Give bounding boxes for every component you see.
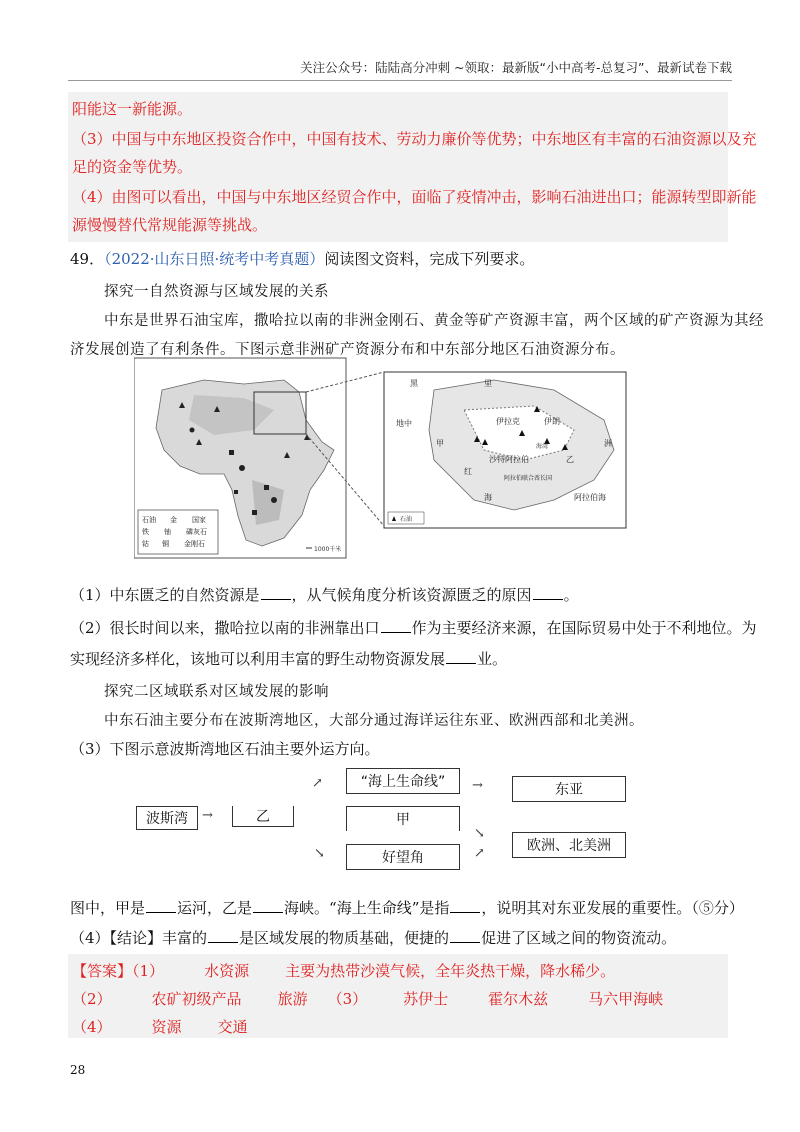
answer-blank: [533, 587, 563, 600]
label-black-sea: 黑: [410, 379, 418, 388]
label-iraq: 伊拉克: [496, 417, 520, 426]
answer-value: 旅游: [277, 990, 308, 1008]
answer-blank: [446, 651, 476, 664]
answer-line: （3）中国与中东地区投资合作中，中国有技术、劳动力廉价等优势；中东地区有丰富的石油资源以及充: [72, 130, 757, 148]
explore1-title: 探究一自然资源与区域发展的关系: [104, 284, 329, 300]
label-iran: 伊朗: [544, 417, 560, 426]
flow-arrow: →: [202, 808, 213, 823]
answer-blank: [208, 930, 238, 943]
previous-answer-block: [68, 92, 757, 242]
answer-blank: [450, 930, 480, 943]
question-2-line1: [70, 617, 757, 638]
inset-legend-oil: 石油: [400, 516, 413, 523]
q2-text: 业。: [477, 650, 508, 668]
legend-iron: 铁: [142, 528, 149, 536]
answer-block: [68, 954, 728, 1038]
page-number: 28: [70, 1063, 86, 1077]
answer-num: （3）: [327, 990, 368, 1008]
q2-text: 作为主要经济来源，在国际贸易中处于不利地位。为: [411, 619, 757, 637]
flow-arrow: →: [472, 778, 483, 793]
label-red-sea: 红: [464, 467, 472, 476]
answer-value: 主要为热带沙漠气候，全年炎热干燥，降水稀少。: [285, 962, 616, 980]
answer-num: （4）: [72, 1018, 112, 1036]
answer-line: 源慢慢替代常规能源等挑战。: [72, 216, 268, 234]
answer-value: 农矿初级产品: [151, 990, 242, 1008]
question-3-text: [70, 897, 744, 918]
map-scale: 1000千米: [314, 546, 342, 553]
question-number: 49．: [70, 250, 105, 268]
label-uae: 阿拉伯联合酋长国: [504, 475, 553, 482]
q1-text: ，从气候角度分析该资源匮乏的原因: [291, 586, 532, 604]
label-yi: 乙: [566, 455, 574, 464]
explore2-paragraph: 中东石油主要分布在波斯湾地区，大部分通过海详运往东亚、欧洲西部和北美洲。: [104, 713, 644, 729]
answer-line: 足的资金等优势。: [72, 158, 193, 176]
legend-copper: 铜: [162, 540, 169, 548]
flow-lifeline: “海上生命线”: [346, 768, 460, 794]
answer-tag: 【答案】: [72, 962, 133, 980]
q3-text: 图中，甲是: [70, 899, 146, 917]
label-asia: 洲: [604, 439, 612, 448]
answer-value: 马六甲海峡: [588, 990, 664, 1008]
explore2-title: 探究二区域联系对区域发展的影响: [104, 684, 329, 700]
q3-text: 运河，乙是: [177, 899, 253, 917]
question-2-line2: [70, 648, 507, 669]
label-jia: 甲: [436, 439, 444, 448]
flow-arrow-down: ↘: [314, 846, 325, 861]
q4-text: 促进了区域之间的物资流动。: [481, 929, 677, 947]
flow-yi: 乙: [232, 806, 294, 827]
answer-row-3: [72, 1016, 248, 1037]
question-prompt: 阅读图文资料，完成下列要求。: [324, 250, 535, 268]
answer-value: 交通: [217, 1018, 248, 1036]
q1-text: （1）中东匮乏的自然资源是: [70, 586, 260, 604]
answer-value: 资源: [151, 1018, 182, 1036]
explore1-paragraph: 中东是世界石油宝库，撒哈拉以南的非洲金刚石、黄金等矿产资源丰富，两个区域的矿产资源为其经: [104, 313, 764, 329]
answer-line: （4）由图可以看出，中国与中东地区经贸合作中，面临了疫情冲击，影响石油进出口；能源转型即新能: [72, 188, 757, 206]
page-header: 关注公众号：陆陆高分冲刺 ~领取：最新版“小中高考-总复习”、最新试卷下载: [300, 60, 732, 75]
q2-text: 实现经济多样化，该地可以利用丰富的野生动物资源发展: [70, 650, 446, 668]
label-caspian: 里: [484, 379, 492, 388]
q4-text: 是区域发展的物质基础，便捷的: [239, 929, 450, 947]
answer-value: 苏伊士: [403, 990, 449, 1008]
q3-text: ，说明其对东亚发展的重要性。（⑤分）: [481, 899, 744, 917]
resource-map-figure: [134, 350, 664, 565]
answer-num: （2）: [72, 990, 112, 1008]
legend-oil: 石油: [142, 516, 156, 524]
label-mediterranean: 地中: [396, 419, 412, 428]
label-saudi: 沙特阿拉伯: [489, 455, 529, 464]
label-arabian-sea: 阿拉伯海: [574, 493, 606, 502]
flow-cape: 好望角: [346, 844, 460, 870]
q3-text: 海峡。“海上生命线”是指: [284, 899, 450, 917]
answer-blank: [261, 587, 291, 600]
legend-country: 国家: [192, 516, 206, 524]
answer-blank: [146, 900, 176, 913]
answer-blank: [381, 620, 411, 633]
answer-blank: [450, 900, 480, 913]
flow-arrow-up: ↗: [474, 846, 485, 861]
legend-uranium: 铀: [164, 528, 171, 536]
legend-diamond: 金刚石: [184, 540, 205, 548]
answer-row-2: [72, 988, 663, 1009]
q1-text: 。: [563, 586, 579, 604]
question-1: [70, 584, 579, 605]
question-3-intro: （3）下图示意波斯湾地区石油主要外运方向。: [70, 740, 380, 758]
answer-value: 水资源: [204, 962, 250, 980]
flow-arrow-down: ↘: [474, 826, 485, 841]
label-persian-gulf: 海湾: [536, 443, 549, 450]
answer-row-1: [72, 960, 615, 981]
legend-cobalt: 钴: [142, 540, 149, 548]
question-4: [70, 927, 676, 948]
flow-persian-gulf: 波斯湾: [136, 806, 198, 830]
legend-gold: 金: [170, 516, 177, 524]
answer-blank: [253, 900, 283, 913]
q2-text: （2）很长时间以来，撒哈拉以南的非洲靠出口: [70, 619, 380, 637]
q4-text: （4）【结论】丰富的: [70, 929, 208, 947]
flow-jia: 甲: [346, 806, 460, 831]
header-rule: [68, 80, 732, 81]
legend-phosphate: 磷灰石: [186, 528, 207, 536]
question-header: [70, 248, 534, 269]
answer-value: 霍尔木兹: [488, 990, 549, 1008]
explore1-paragraph: 济发展创造了有利条件。下图示意非洲矿产资源分布和中东部分地区石油资源分布。: [70, 342, 625, 358]
flow-europe-na: 欧洲、北美洲: [512, 832, 626, 858]
flow-east-asia: 东亚: [512, 776, 626, 802]
question-source: （2022·山东日照·统考中考真题）: [104, 250, 325, 268]
answer-line: 阳能这一新能源。: [72, 100, 193, 118]
flow-arrow-up: ↗: [312, 776, 323, 791]
label-sea: 海: [484, 493, 492, 502]
answer-num: （1）: [132, 962, 165, 980]
